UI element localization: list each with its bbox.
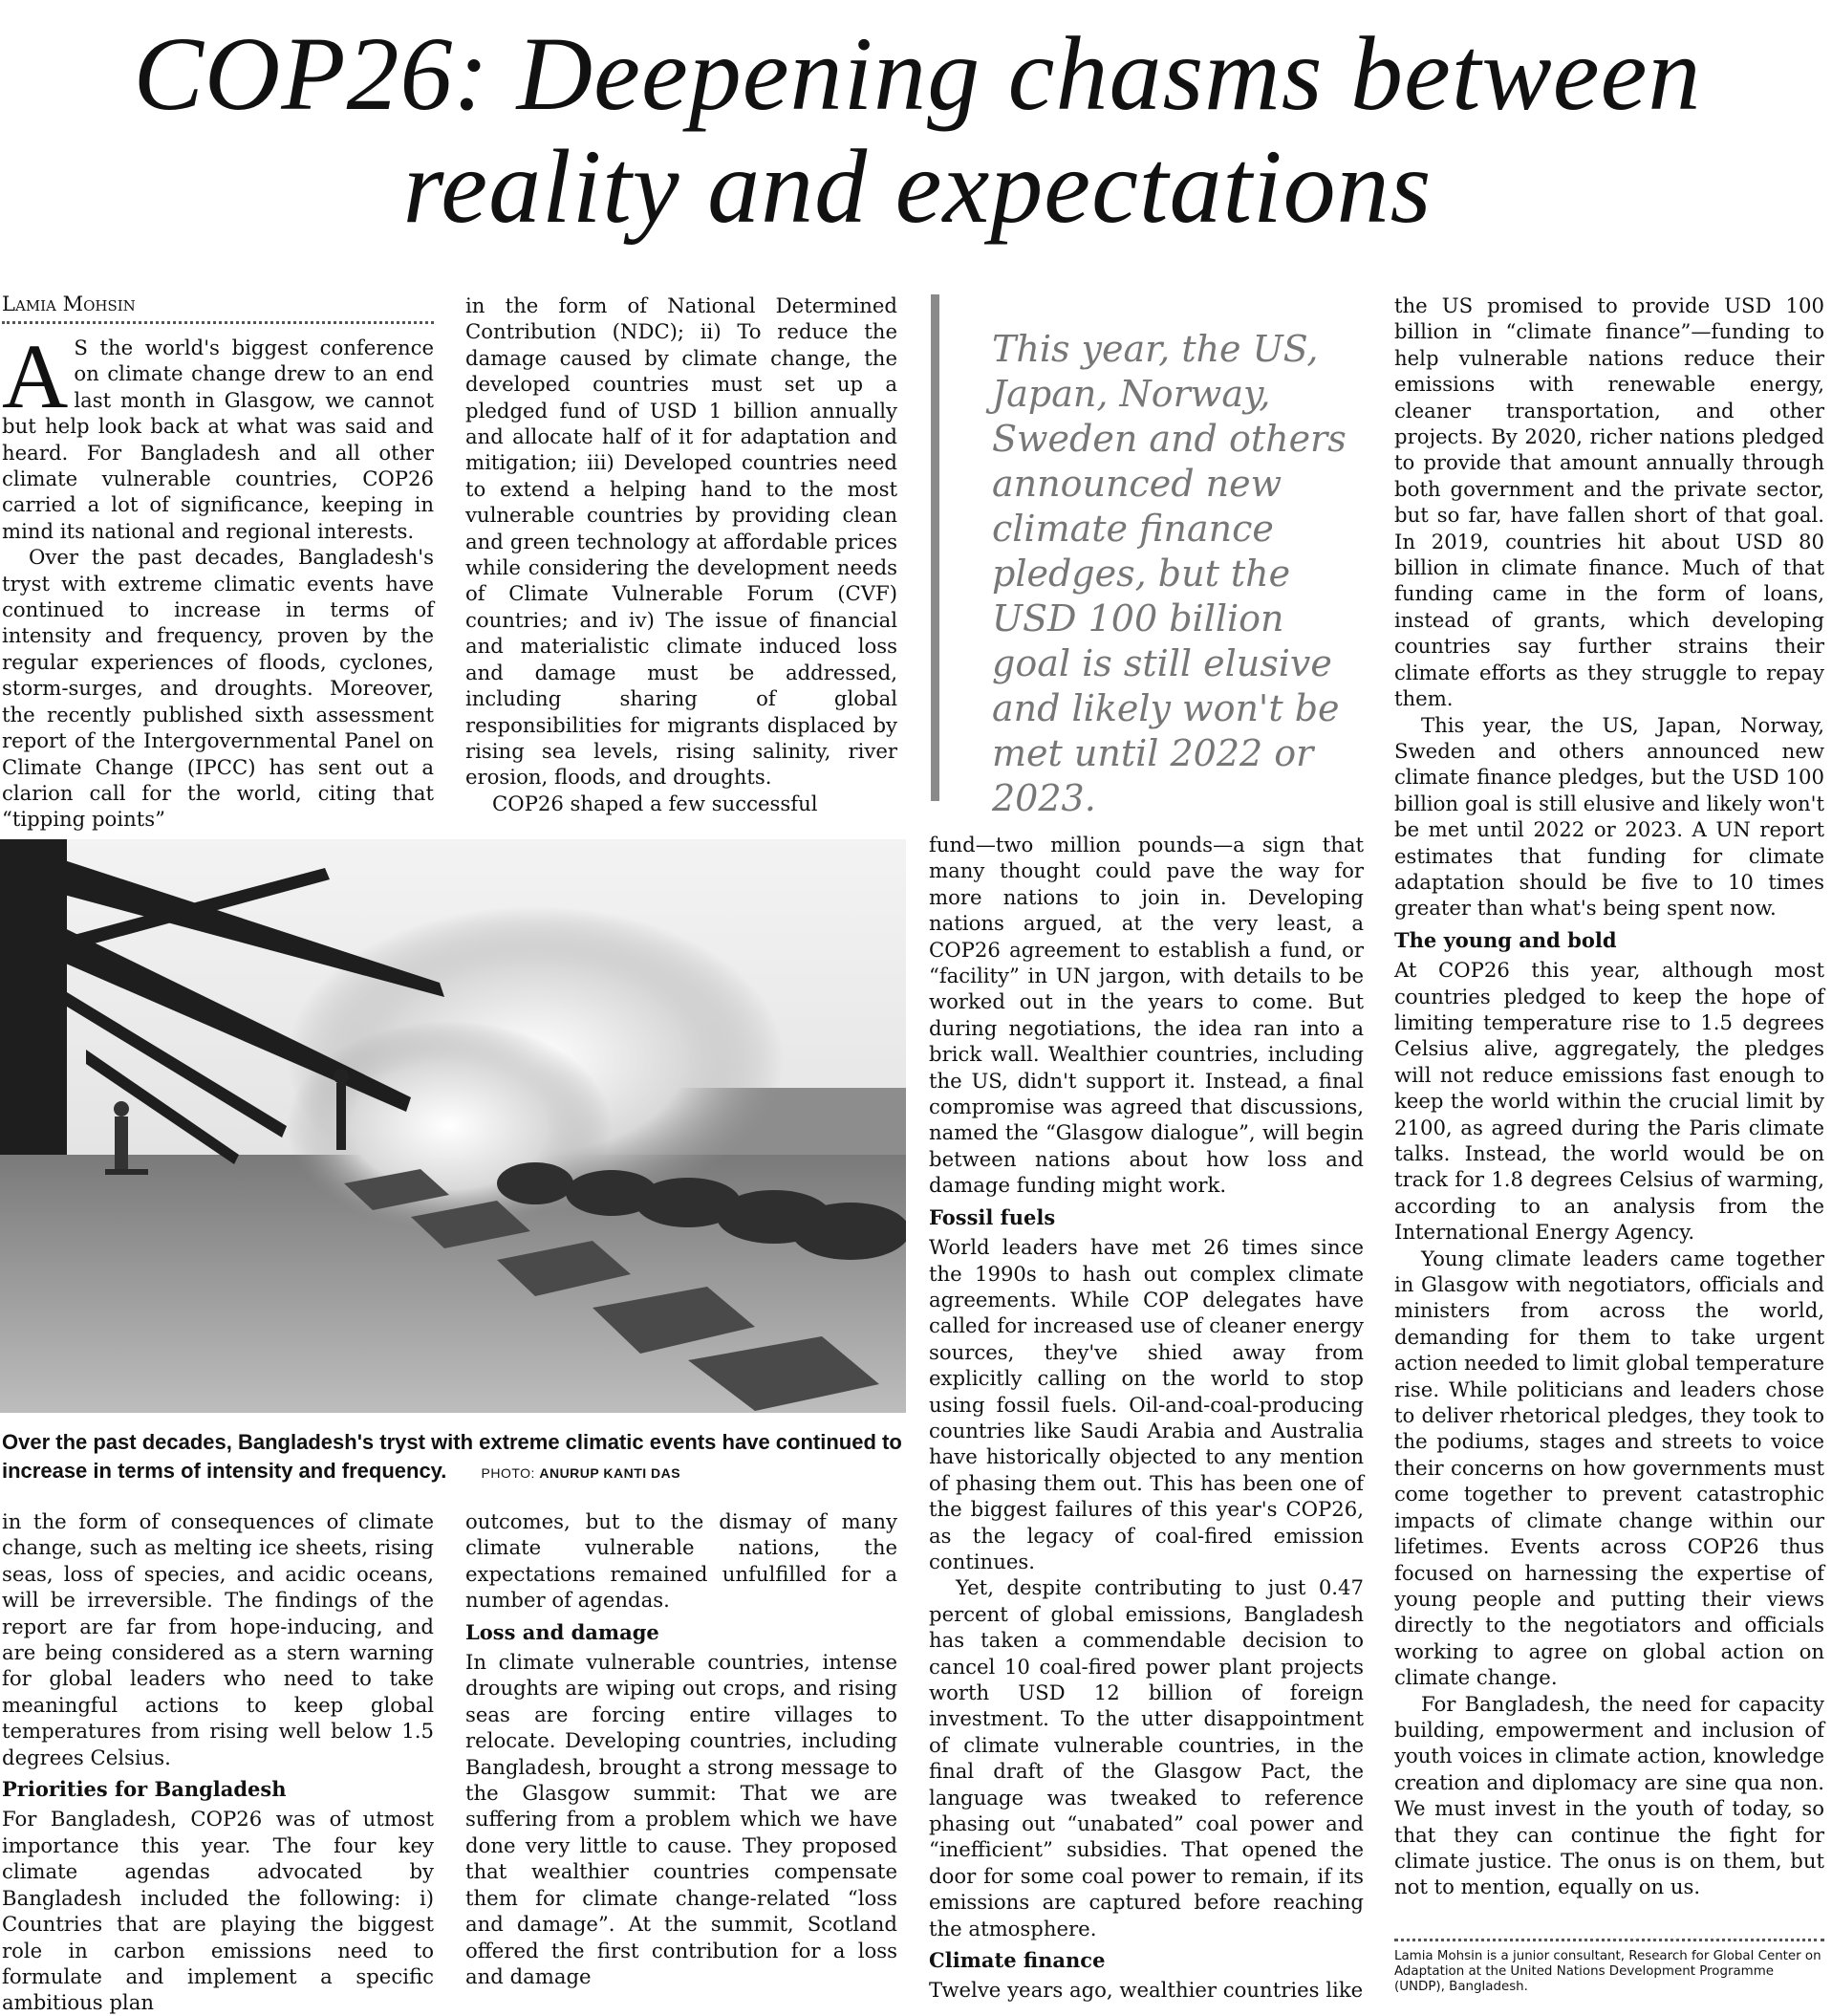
byline: Lamia Mohsin <box>2 293 434 324</box>
paragraph: COP26 shaped a few successful <box>492 791 818 815</box>
paragraph: in the form of consequences of climate change, such as melting ice sheets, rising seas, loss of species, and acidic oceans, will be irreversible. The findings of the report are far from hope-inducing, and are being considered as a stern warning for global leaders who need to take meaningful actions to keep global temperatures from rising well below 1.5 degrees Celsius. <box>2 1509 434 1769</box>
column-2-bottom <box>465 1508 897 1989</box>
paragraph: World leaders have met 26 times since the 1990s to hash out complex climate agreements. While COP delegates have called for increased use of cleaner energy sources, they've shied away from explicitly calling on the world to stop using fossil fuels. Oil-and-coal-producing countries like Saudi Arabia and Australia have historically objected to any mention of phasing them out. This has been one of the biggest failures of this year's COP26, as the legacy of coal-fired emission continues. <box>929 1235 1364 1573</box>
pull-quote: This year, the US, Japan, Norway, Sweden and others announced new climate finance pledges, but the USD 100 billion goal is still elusive and likely won't be met until 2022 or 2023. <box>931 294 1370 801</box>
paragraph: At COP26 this year, although most countries pledged to keep the hope of limiting temperature rise to 1.5 degrees Celsius alive, aggregately, the pledges will not reduce emissions fast enough to keep the world within the crucial limit by 2100, as agreed during the Paris climate talks. Instead, the world would be on track for 1.8 degrees Celsius of warming, according to an analysis from the International Energy Agency. <box>1394 958 1824 1245</box>
paragraph: in the form of National Determined Contribution (NDC); ii) To reduce the damage caused by climate change, the developed countries must set up a pledged fund of USD 1 billion annually and allocate half of it for adaptation and mitigation; iii) Developed countries need to extend a helping hand to the most vulnerable countries by providing clean and green technology at affordable prices while considering the development needs of Climate Vulnerable Forum (CVF) countries; and iv) The issue of financial and materialistic climate induced loss and damage must be addressed, including sharing of global responsibilities for migrants displaced by rising sea levels, rising salinity, river erosion, floods, and droughts. <box>465 293 897 790</box>
column-1-bottom <box>2 1508 434 2016</box>
column-3 <box>929 832 1364 2004</box>
drop-cap: A <box>2 325 69 427</box>
paragraph: Twelve years ago, wealthier countries like <box>929 1978 1364 2003</box>
subhead-priorities: Priorities for Bangladesh <box>2 1777 287 1802</box>
paragraph: Young climate leaders came together in Glasgow with negotiators, officials and ministers from across the world, demanding for them to take urgent action needed to limit global temperature rise. While politicians and leaders chose to deliver rhetorical pledges, they took to the podiums, stages and streets to voice their concerns on how governments must come together to prevent catastrophic impacts of climate change within our lifetimes. Events across COP26 thus focused on harnessing the expertise of young people and putting their views directly to the negotiators and officials working to agree on global action on climate change. <box>1394 1246 1824 1690</box>
photo-caption <box>2 1428 906 1487</box>
subhead-loss-and-damage: Loss and damage <box>465 1619 659 1644</box>
subhead-young-and-bold: The young and bold <box>1394 927 1617 952</box>
paragraph: For Bangladesh, COP26 was of utmost importance this year. The four key climate agendas advocated by Bangladesh included the following: i) Countries that are playing the biggest role in carbon emissions need to formulate and implement a specific ambitious plan <box>2 1807 434 2015</box>
news-photo <box>0 839 906 1413</box>
paragraph: Over the past decades, Bangladesh's tryst with extreme climatic events have continued to increase in terms of intensity and frequency, proven by the regular experiences of floods, cyclones, storm-surges, and droughts. Moreover, the recently published sixth assessment report of the Intergovernmental Panel on Climate Change (IPCC) has sent out a clarion call for the world, citing that “tipping points” <box>2 545 434 832</box>
paragraph: For Bangladesh, the need for capacity building, empowerment and inclusion of youth voices in climate action, knowledge creation and diplomacy are sine qua non. We must invest in the youth of today, so that they can continue the fight for climate justice. The onus is on them, but not to mention, equally on us. <box>1394 1691 1824 1899</box>
waves-crashing-photo-illustration <box>0 839 906 1413</box>
subhead-climate-finance: Climate finance <box>929 1948 1106 1973</box>
column-2-top <box>465 293 897 816</box>
paragraph: outcomes, but to the dismay of many climate vulnerable nations, the expectations remained unfulfilled for a number of agendas. <box>465 1509 897 1613</box>
column-4 <box>1394 293 1824 1900</box>
column-1-top <box>2 325 434 833</box>
paragraph: In climate vulnerable countries, intense droughts are wiping out crops, and rising seas are forcing entire villages to relocate. Developing countries, including Bangladesh, brought a strong message to the Glasgow summit: That we are suffering from a problem which we have done very little to cause. They proposed that wealthier countries compensate them for climate change-related “loss and damage”. At the summit, Scotland offered the first contribution for a loss and damage <box>465 1650 897 1988</box>
paragraph: fund—two million pounds—a sign that many thought could pave the way for more nations to join in. Developing nations argued, at the very least, a COP26 agreement to establish a fund, or “facility” in UN jargon, with details to be worked out in the years to come. But during negotiations, the idea ran into a brick wall. Wealthier countries, including the US, didn't support it. Instead, a final compromise was agreed that discussions, named the “Glasgow dialogue”, will begin between nations about how loss and damage funding might work. <box>929 833 1364 1198</box>
subhead-fossil-fuels: Fossil fuels <box>929 1204 1056 1229</box>
paragraph: Yet, despite contributing to just 0.47 percent of global emissions, Bangladesh has taken a commendable decision to cancel 10 coal-fired power plant projects worth USD 12 billion of foreign investment. To the utter disappointment of climate vulnerable countries, in the final draft of the Glasgow Pact, the language was tweaked to reference phasing out “unabated” coal power and “inefficient” subsidies. That opened the door for some coal power to remain, if its emissions are captured before reaching the atmosphere. <box>929 1575 1364 1940</box>
paragraph: This year, the US, Japan, Norway, Sweden and others announced new climate finance pledges, but the USD 100 billion goal is still elusive and likely won't be met until 2022 or 2023. A UN report estimates that funding for climate adaptation should be five to 10 times greater than what's being spent now. <box>1394 712 1824 921</box>
lead-paragraph: A S the world's biggest conference on climate change drew to an end last month in Glasgow, we cannot but help look back at what was said and heard. For Bangladesh and all other climate vulnerable countries, COP26 carried a lot of significance, keeping in mind its national and regional interests. <box>2 325 434 543</box>
paragraph: the US promised to provide USD 100 billion in “climate finance”—funding to help vulnerable nations reduce their emissions with renewable energy, cleaner transportation, and other projects. By 2020, richer nations pledged to provide that amount annually through both government and the private sector, but so far, have fallen short of that goal. In 2019, countries hit about USD 80 billion in climate finance. Much of that funding came in the form of loans, instead of grants, which developing countries say further strains their climate efforts as they struggle to repay them. <box>1394 293 1824 711</box>
photo-credit: PHOTO: ANURUP KANTI DAS <box>481 1465 681 1481</box>
author-note: Lamia Mohsin is a junior consultant, Research for Global Center on Adaptation at the United Nations Development Programme (UNDP), Bangladesh. <box>1394 1939 1824 1995</box>
caption-text: Over the past decades, Bangladesh's tryst with extreme climatic events have continued to increase in terms of intensity and frequency. <box>2 1430 902 1483</box>
headline: COP26: Deepening chasms between reality and expectations <box>133 15 1702 245</box>
